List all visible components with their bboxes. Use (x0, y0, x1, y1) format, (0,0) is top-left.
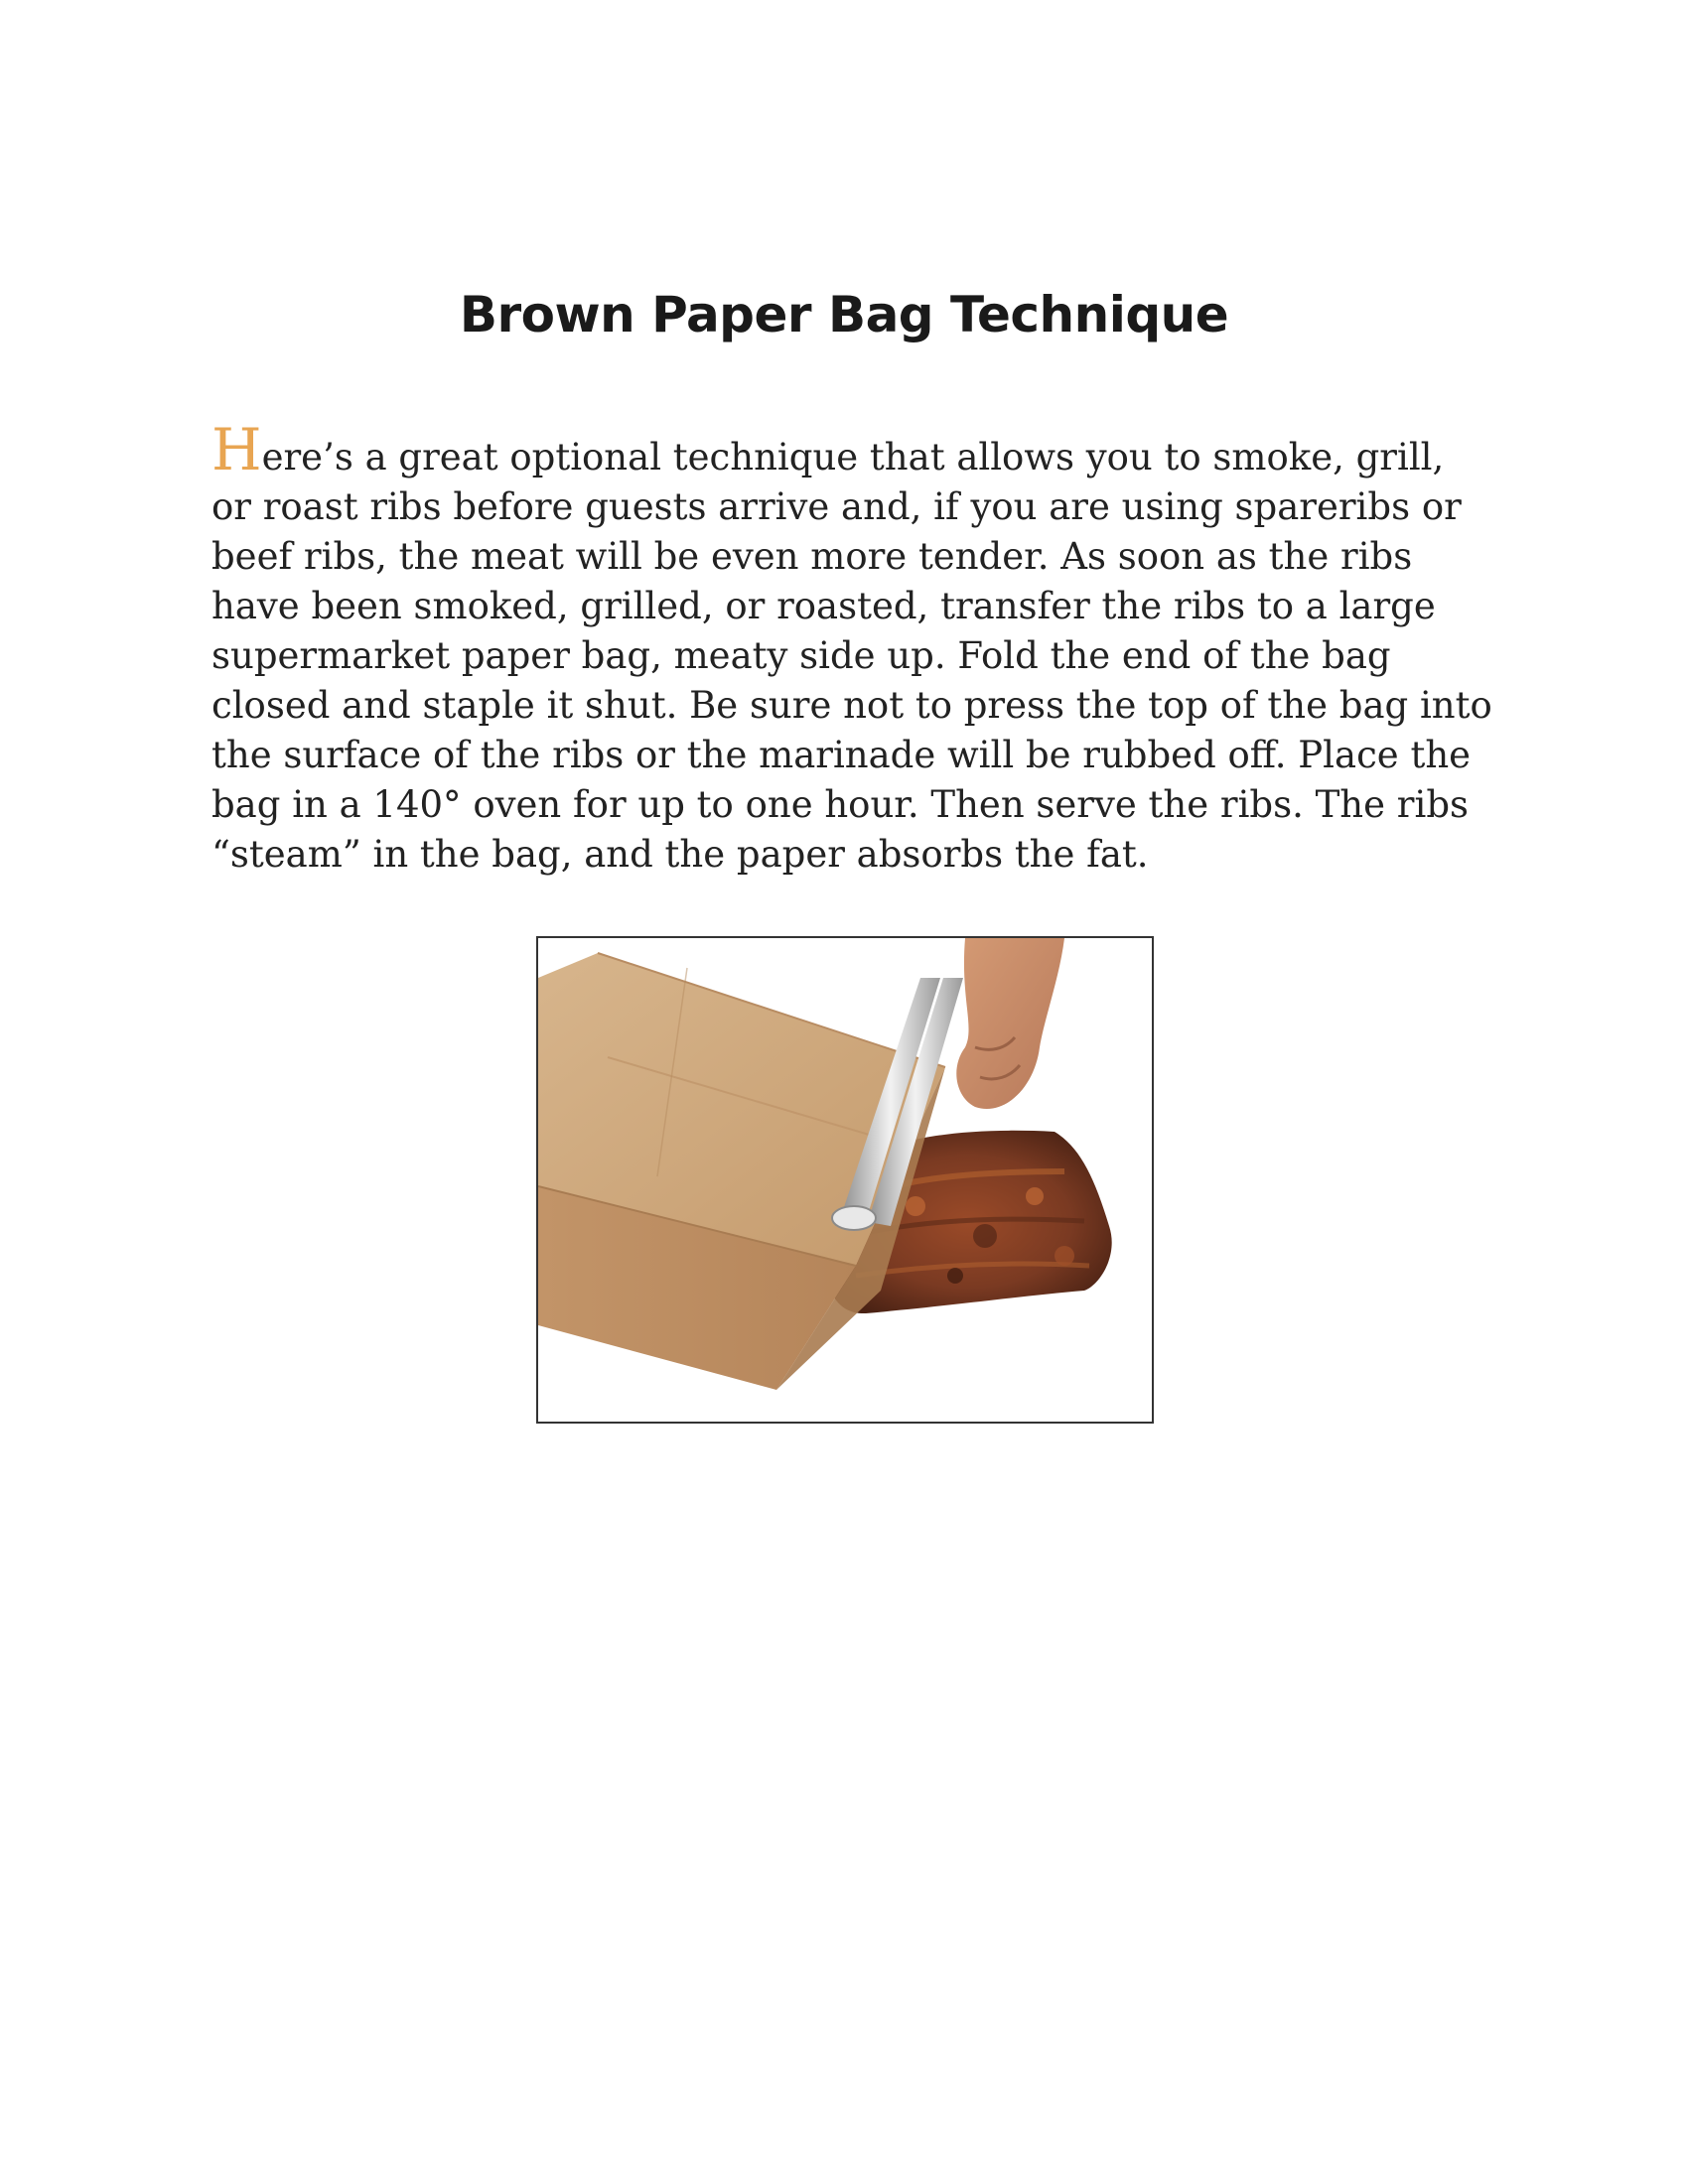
body-paragraph (211, 416, 1492, 880)
page-title: Brown Paper Bag Technique (459, 286, 1229, 343)
paper-bag-ribs-illustration (538, 938, 1152, 1422)
hand (956, 938, 1064, 1109)
drop-cap: H (211, 416, 262, 483)
figure-photo-frame (536, 936, 1154, 1424)
body-text: ere’s a great optional technique that allows you to smoke, grill, or roast ribs before guests arrive and, if you are using spareribs or beef ribs, the meat will be even more tender. As soon as the ribs have been smoked, grilled, or roasted, transfer the ribs to a large supermarket paper bag, meaty side up. Fold the end of the bag closed and staple it shut. Be sure not to press the top of the bag into the surface of the ribs or the marinade will be rubbed off. Place the bag in a 140° oven for up to one hour. Then serve the ribs. The ribs “steam” in the bag, and the paper absorbs the fat. (211, 436, 1492, 876)
